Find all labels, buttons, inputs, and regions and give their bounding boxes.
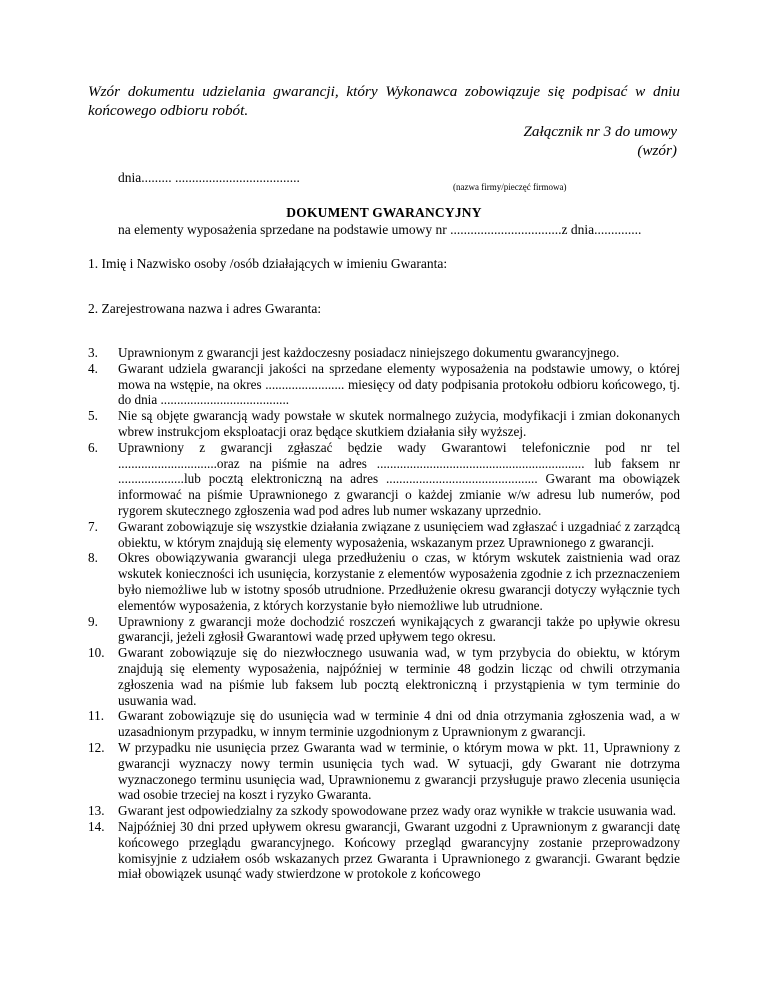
list-item: 9. Uprawniony z gwarancji może dochodzić roszczeń wynikających z gwarancji także po upływie okresu gwarancji, jeżeli zgłosił Gwarantowi wadę przed upływem tego okresu. <box>88 613 680 645</box>
document-title: DOKUMENT GWARANCYJNY <box>286 205 482 220</box>
annex-label <box>523 122 677 160</box>
company-stamp-label: (nazwa firmy/pieczęć firmowa) <box>453 182 567 192</box>
date-line: dnia......... ..................................... <box>118 170 300 185</box>
list-item: 14. Najpóźniej 30 dni przed upływem okresu gwarancji, Gwarant uzgodni z Uprawnionym z gwarancji datę końcowego przeglądu gwarancyjnego. Końcowy przegląd gwarancyjny zostanie przeprowadzony komisyjnie z udziałem osób wskazanych przez Gwaranta i Uprawnionego z gwarancji. Gwarant będzie miał obowiązek usunąć wady stwierdzone w protokole z końcowego <box>88 818 680 882</box>
guarantor-representatives-field: 1. Imię i Nazwisko osoby /osób działających w imieniu Gwaranta: <box>88 256 448 271</box>
annex-number: Załącznik nr 3 do umowy <box>523 123 677 140</box>
list-item: 10. Gwarant zobowiązuje się do niezwłocznego usuwania wad, w tym przybycia do obiektu, w którym znajdują się elementy wyposażenia, najpóźniej w terminie 48 godzin licząc od chwili otrzymania zgłoszenia wad na piśmie lub faksem lub pocztą elektroniczną i przystąpienia w tym terminie do usuwania wad. <box>88 645 680 708</box>
list-item: 4. Gwarant udziela gwarancji jakości na sprzedane elementy wyposażenia na podstawie umowy, o której mowa na wstępie, na okres ........................ miesięcy od daty podpisania protokołu odbioru końcowego, tj. do dnia ....................................... <box>88 360 680 408</box>
list-item: 6. Uprawniony z gwarancji zgłaszać będzie wady Gwarantowi telefonicznie pod nr tel ..............................oraz na piśmie na adres ............................................................... lub faksem nr ....................lub pocztą elektroniczną na adres .............................................. Gwarant ma obowiązek informować na piśmie Uprawnionego z gwarancji o każdej zmianie w/w adresu lub numerów, pod rygorem skutecznego zgłoszenia wad pod adres lub numer wskazany uprzednio. <box>88 439 680 518</box>
intro-note: Wzór dokumentu udzielania gwarancji, który Wykonawca zobowiązuje się podpisać w dniu końcowego odbioru robót. <box>88 83 680 119</box>
annex-template-note: (wzór) <box>637 142 677 159</box>
warranty-terms-list <box>88 345 680 882</box>
list-item: 8. Okres obowiązywania gwarancji ulega przedłużeniu o czas, w którym wskutek zaistnienia wad oraz wskutek konieczności ich usunięcia, korzystanie z elementów wyposażenia zgodnie z ich przeznaczeniem było niemożliwe lub w istotny sposób utrudnione. Przedłużenie okresu gwarancji dotyczy wyłącznie tych elementów wyposażenia, z których korzystanie było niemożliwe lub utrudnione. <box>88 550 680 613</box>
list-item: 11. Gwarant zobowiązuje się do usunięcia wad w terminie 4 dni od dnia otrzymania zgłoszenia wad, a w uzasadnionym przypadku, w innym terminie uzgodnionym z Uprawnionym z gwarancji. <box>88 708 680 740</box>
list-item: 5. Nie są objęte gwarancją wady powstałe w skutek normalnego zużycia, modyfikacji i zmian dokonanych wbrew instrukcjom eksploatacji oraz będące skutkiem działania siły wyższej. <box>88 408 680 439</box>
list-item: 3. Uprawnionym z gwarancji jest każdoczesny posiadacz niniejszego dokumentu gwarancyjnego. <box>88 345 620 360</box>
guarantor-name-address-field: 2. Zarejestrowana nazwa i adres Gwaranta: <box>88 301 322 316</box>
document-subtitle: na elementy wyposażenia sprzedane na podstawie umowy nr .................................z dnia.............. <box>118 222 642 237</box>
list-item: 13. Gwarant jest odpowiedzialny za szkody spowodowane przez wady oraz wynikłe w trakcie usuwania wad. <box>88 803 677 819</box>
list-item: 12. W przypadku nie usunięcia przez Gwaranta wad w terminie, o którym mowa w pkt. 11, Uprawniony z gwarancji wyznaczy nowy termin usunięcia tych wad. W sytuacji, gdy Gwarant nie dotrzyma wyznaczonego terminu usunięcia wad, Uprawnionemu z gwarancji przysługuje prawo zlecenia usunięcia wad osobie trzeciej na koszt i ryzyko Gwaranta. <box>88 739 680 803</box>
list-item: 7. Gwarant zobowiązuje się wszystkie działania związane z usunięciem wad zgłaszać i uzgadniać z zarządcą obiektu, w którym znajdują się elementy wyposażenia, wskazanym przez Uprawnionego z gwarancji. <box>88 518 680 550</box>
